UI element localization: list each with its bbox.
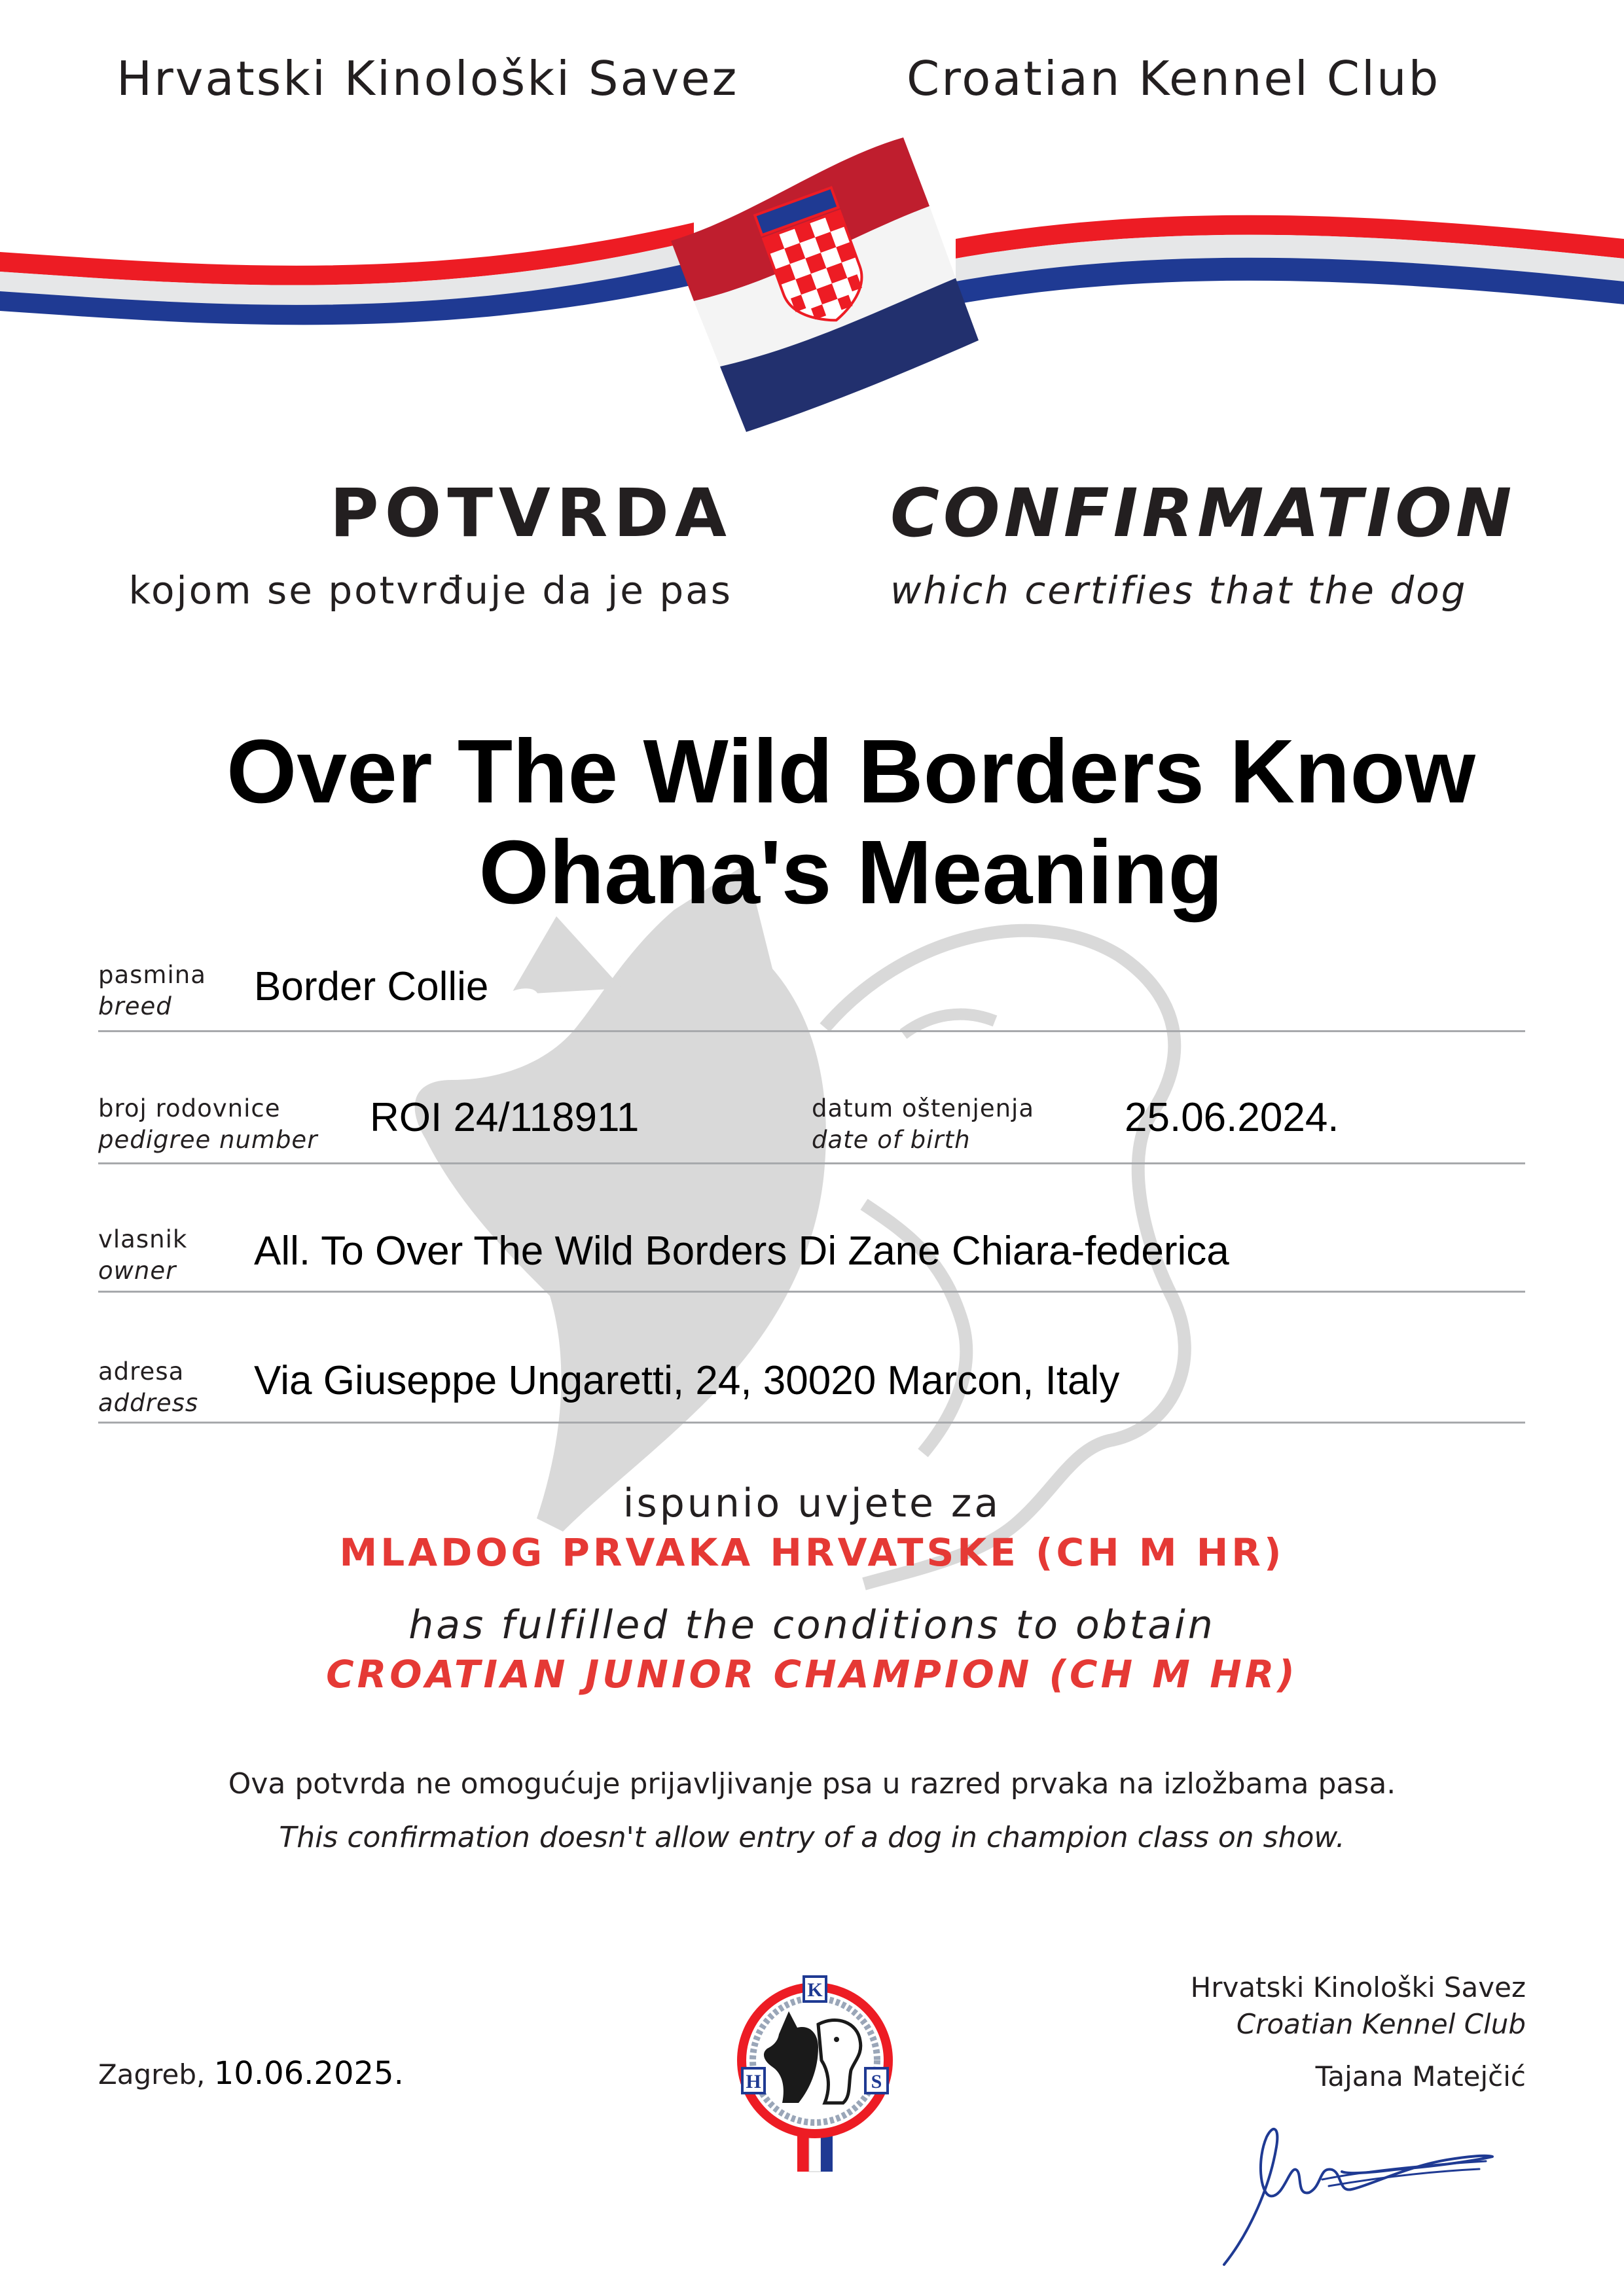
pedigree-divider	[98, 1162, 1525, 1164]
owner-value: All. To Over The Wild Borders Di Zane Chiara-federica	[254, 1229, 1229, 1274]
signatory-name: Tajana Matejčić	[1315, 2060, 1526, 2092]
header-org-en: Croatian Kennel Club	[907, 51, 1441, 106]
note-en: This confirmation doesn't allow entry of a dog in champion class on show.	[279, 1821, 1345, 1854]
breed-label	[98, 960, 206, 1022]
conditions-intro-en: has fulfilled the conditions to obtain	[408, 1602, 1216, 1648]
address-label	[98, 1356, 198, 1419]
place-date	[98, 2055, 404, 2092]
address-divider	[98, 1422, 1525, 1424]
owner-label-hr: vlasnik	[98, 1225, 188, 1253]
note-hr: Ova potvrda ne omogućuje prijavljivanje psa u razred prvaka na izložbama pasa.	[228, 1767, 1396, 1801]
conditions-title-hr: MLADOG PRVAKA HRVATSKE (CH M HR)	[339, 1530, 1285, 1575]
handwritten-signature-icon	[1211, 2088, 1499, 2278]
address-value: Via Giuseppe Ungaretti, 24, 30020 Marcon, Italy	[254, 1358, 1120, 1403]
birth-label-en: date of birth	[812, 1126, 971, 1154]
place-label: Zagreb,	[98, 2058, 206, 2090]
breed-divider	[98, 1030, 1525, 1032]
subtitle-en: which certifies that the dog	[890, 568, 1468, 613]
title-hr: POTVRDA	[329, 475, 732, 552]
croatian-flag-ribbon-icon	[0, 124, 1624, 439]
owner-label	[98, 1224, 187, 1287]
logo-letter-h: H	[746, 2071, 761, 2092]
title-en: CONFIRMATION	[890, 475, 1516, 552]
hks-logo-icon	[720, 1962, 910, 2178]
address-label-en: address	[98, 1389, 199, 1417]
pedigree-label-en: pedigree number	[98, 1126, 318, 1154]
conditions-intro-hr: ispunio uvjete za	[623, 1480, 1001, 1526]
address-label-hr: adresa	[98, 1357, 185, 1386]
breed-label-hr: pasmina	[98, 961, 206, 989]
logo-letter-s: S	[871, 2071, 882, 2092]
dog-name	[65, 721, 1624, 923]
header-org-hr: Hrvatski Kinološki Savez	[117, 51, 739, 106]
pedigree-value: ROI 24/118911	[370, 1095, 640, 1140]
dog-name-line-2: Ohana's Meaning	[478, 822, 1223, 923]
birth-label-hr: datum oštenjenja	[812, 1094, 1035, 1122]
birth-value: 25.06.2024.	[1125, 1095, 1339, 1140]
conditions-title-en: CROATIAN JUNIOR CHAMPION (CH M HR)	[326, 1652, 1298, 1696]
breed-value: Border Collie	[254, 964, 489, 1009]
owner-divider	[98, 1291, 1525, 1293]
owner-label-en: owner	[98, 1257, 177, 1285]
pedigree-label-hr: broj rodovnice	[98, 1094, 281, 1122]
breed-label-en: breed	[98, 992, 172, 1020]
logo-letter-k: K	[807, 1979, 823, 2001]
subtitle-hr: kojom se potvrđuje da je pas	[128, 568, 732, 613]
signature-org-hr: Hrvatski Kinološki Savez	[1190, 1971, 1526, 2003]
birth-label	[812, 1093, 1034, 1156]
dog-name-line-1: Over The Wild Borders Know	[226, 721, 1475, 822]
signature-org-en: Croatian Kennel Club	[1236, 2008, 1526, 2040]
issue-date: 10.06.2025.	[213, 2055, 404, 2092]
pedigree-label	[98, 1093, 317, 1156]
